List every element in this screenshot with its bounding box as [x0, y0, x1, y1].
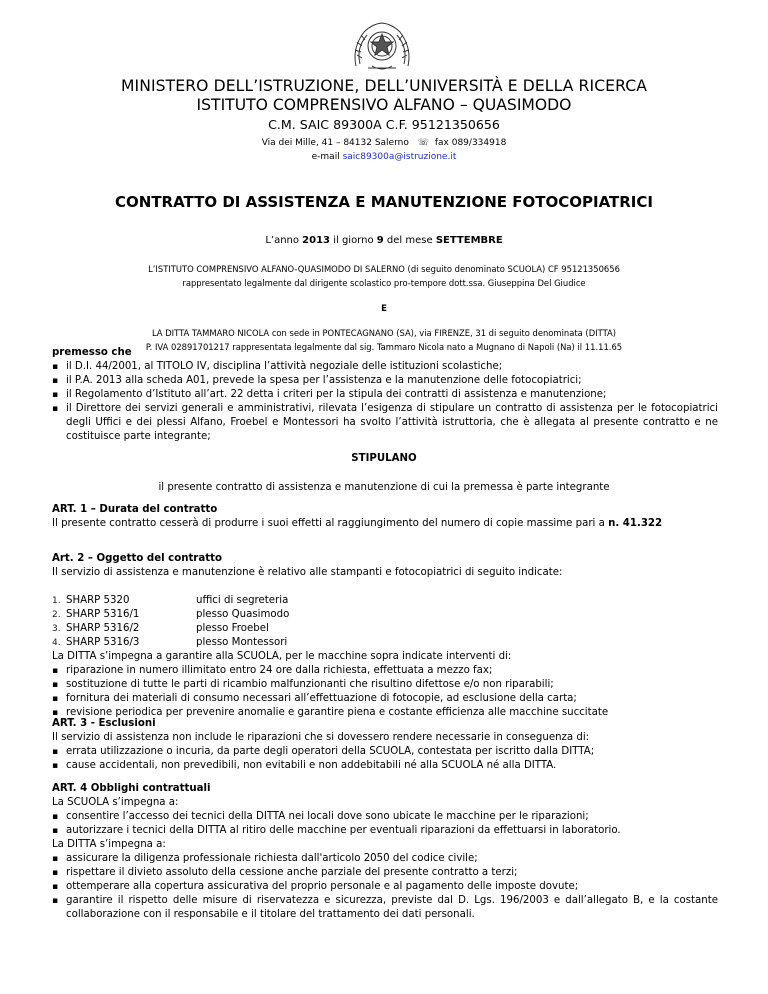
list-item: ▪ sostituzione di tutte le parti di ricambio malfunzionanti che risultino difettose e/o non riparabili;	[52, 678, 718, 692]
school-party-line1: L’ISTITUTO COMPRENSIVO ALFANO-QUASIMODO DI SALERNO (di seguito denominato SCUOLA) CF 95121350656	[148, 264, 620, 274]
date-month-label: del mese	[386, 235, 433, 246]
school-address: Via dei Mille, 41 – 84132 Salerno	[261, 138, 409, 148]
email-link[interactable]: saic89300a@istruzione.it	[342, 152, 457, 162]
school-name: ISTITUTO COMPRENSIVO ALFANO – QUASIMODO	[196, 96, 572, 114]
article-3-intro: Il servizio di assistenza non include le riparazioni che si dovessero rendere necessarie in conseguenza di:	[52, 732, 590, 743]
email-label: e-mail	[311, 152, 340, 162]
list-item: ▪ consentire l’accesso dei tecnici della DITTA nei locali dove sono ubicate le macchine per le riparazioni;	[52, 810, 718, 824]
list-item: ▪ riparazione in numero illimitato entro 24 ore dalla richiesta, effettuata a mezzo fax;	[52, 664, 718, 678]
machine-number: 1.	[52, 596, 61, 606]
machine-model: SHARP 5316/1	[66, 609, 140, 620]
machine-model: SHARP 5316/3	[66, 637, 140, 648]
machine-row	[52, 594, 718, 608]
date-month: SETTEMBRE	[435, 235, 503, 246]
machine-number: 4.	[52, 638, 61, 648]
school-party-line2: rappresentato legalmente dal dirigente scolastico pro-tempore dott.ssa. Giuseppina Del Giudice	[182, 278, 586, 288]
date-prefix: L’anno	[265, 235, 299, 246]
machine-location: plesso Froebel	[196, 623, 269, 634]
date-day: 9	[376, 235, 384, 246]
article-4-heading: ART. 4 Obblighi contrattuali	[52, 783, 211, 794]
machine-model: SHARP 5316/2	[66, 623, 140, 634]
article-1-text	[52, 517, 718, 531]
machine-model: SHARP 5320	[66, 595, 130, 606]
date-year: 2013	[302, 235, 331, 246]
list-item: ▪ il D.I. 44/2001, al TITOLO IV, disciplina l’attività negoziale delle istituzioni scolastiche;	[52, 360, 718, 374]
parties-conjunction: E	[381, 303, 387, 313]
telephone-icon: ☏	[417, 138, 429, 148]
article-2-heading: Art. 2 – Oggetto del contratto	[52, 553, 222, 564]
machine-row	[52, 622, 718, 636]
list-item: ▪ rispettare il divieto assoluto della cessione anche parziale del presente contratto a terzi;	[52, 866, 718, 880]
article-4-company-list	[52, 852, 718, 922]
machine-number: 3.	[52, 624, 61, 634]
article-1-body: Il presente contratto cesserà di produrre i suoi effetti al raggiungimento del numero di copie massime pari a	[52, 518, 605, 529]
machine-location: plesso Montessori	[196, 637, 288, 648]
list-item: ▪ il P.A. 2013 alla scheda A01, prevede la spesa per l’assistenza e la manutenzione delle fotocopiatrici;	[52, 374, 718, 388]
company-party-line2: P. IVA 02891701217 rappresentata legalmente dal sig. Tammaro Nicola nato a Mugnano di Napoli (Na) il 11.11.65	[145, 342, 623, 352]
premesso-heading: premesso che	[52, 347, 132, 358]
school-email-line	[0, 152, 768, 162]
article-4-school-intro: La SCUOLA s’impegna a:	[52, 797, 179, 808]
republic-emblem-icon	[342, 18, 422, 74]
ministry-name: MINISTERO DELL’ISTRUZIONE, DELL’UNIVERSITÀ E DELLA RICERCA	[120, 77, 648, 95]
article-4-company-intro: La DITTA s’impegna a:	[52, 839, 166, 850]
list-item: ▪ il Direttore dei servizi generali e amministrativi, rilevata l’esigenza di stipulare un contratto di assistenza per le fotocopiatrici degli Uffici e dei plessi Alfano, Froebel e Montessori ha svolto l’attività istruttoria, che è allegata al presente contratto e ne costituisce parte integrante;	[52, 402, 718, 444]
document-title: CONTRATTO DI ASSISTENZA E MANUTENZIONE FOTOCOPIATRICI	[115, 193, 653, 211]
school-fax: fax 089/334918	[434, 138, 507, 148]
list-item: ▪ ottemperare alla copertura assicurativa del proprio personale e al pagamento delle imposte dovute;	[52, 880, 718, 894]
machine-row	[52, 608, 718, 622]
article-2-commitment: La DITTA s’impegna a garantire alla SCUOLA, per le macchine sopra indicate interventi di:	[52, 651, 512, 662]
list-item: ▪ garantire il rispetto delle misure di riservatezza e sicurezza, previste dal D. Lgs. 196/2003 e dall’allegato B, e la costante collaborazione con il responsabile e il titolare del trattamento dei dati personali.	[52, 894, 718, 922]
list-item: ▪ il Regolamento d’Istituto all’art. 22 detta i criteri per la stipula dei contratti di assistenza e manutenzione;	[52, 388, 718, 402]
article-2-list	[52, 664, 718, 720]
list-item: ▪ autorizzare i tecnici della DITTA al ritiro delle macchine per eventuali riparazioni da effettuarsi in laboratorio.	[52, 824, 718, 838]
article-3-heading: ART. 3 - Esclusioni	[52, 718, 156, 729]
article-4	[52, 782, 718, 922]
list-item: ▪ errata utilizzazione o incuria, da parte degli operatori della SCUOLA, contestata per iscritto dalla DITTA;	[52, 745, 718, 759]
machine-row	[52, 636, 718, 650]
machine-number: 2.	[52, 610, 61, 620]
date-day-label: il giorno	[333, 235, 374, 246]
article-2-intro: Il servizio di assistenza e manutenzione è relativo alle stampanti e fotocopiatrici di seguito indicate:	[52, 567, 563, 578]
list-item: ▪ assicurare la diligenza professionale richiesta dall'articolo 2050 del codice civile;	[52, 852, 718, 866]
list-item: ▪ revisione periodica per prevenire anomalie e garantire piena e costante efficienza alle macchine succitate	[52, 706, 718, 720]
article-1-copies: n. 41.322	[608, 518, 663, 529]
article-1	[52, 503, 718, 531]
article-2	[52, 552, 718, 720]
article-1-heading: ART. 1 – Durata del contratto	[52, 504, 218, 515]
list-item: ▪ cause accidentali, non prevedibili, non evitabili e non addebitabili né alla SCUOLA né alla DITTA.	[52, 759, 718, 773]
article-3-list	[52, 745, 718, 773]
premesso-list	[52, 360, 718, 444]
machine-location: plesso Quasimodo	[196, 609, 290, 620]
school-codes: C.M. SAIC 89300A C.F. 95121350656	[268, 117, 500, 132]
machine-location: uffici di segreteria	[196, 595, 289, 606]
premesso-section	[52, 346, 718, 444]
stipulano-text: il presente contratto di assistenza e manutenzione di cui la premessa è parte integrante	[158, 482, 610, 493]
article-3	[52, 717, 718, 773]
company-party-line1: LA DITTA TAMMARO NICOLA con sede in PONTECAGNANO (SA), via FIRENZE, 31 di seguito denominata (DITTA)	[151, 328, 617, 338]
date-line	[0, 235, 768, 246]
school-address-line	[0, 138, 768, 148]
article-4-school-list	[52, 810, 718, 838]
stipulano-heading: STIPULANO	[351, 453, 417, 464]
list-item: ▪ fornitura dei materiali di consumo necessari all’effettuazione di fotocopie, ad esclusione della carta;	[52, 692, 718, 706]
